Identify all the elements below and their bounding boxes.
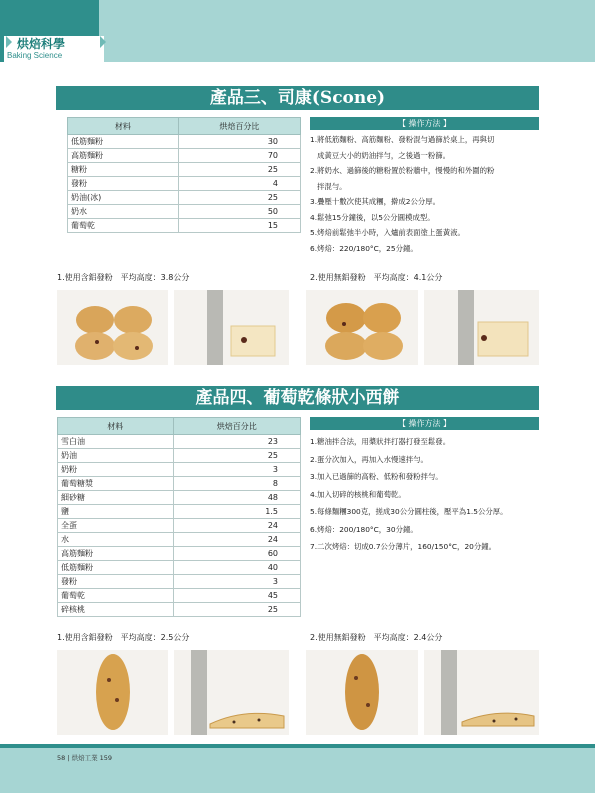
ingredient-name: 奶油 xyxy=(58,449,174,463)
ingredient-percent: 3 xyxy=(173,463,300,477)
ingredient-percent: 25 xyxy=(178,163,300,177)
ingredient-name: 雪白油 xyxy=(58,435,174,449)
biscotti-photo-aluminum xyxy=(57,650,168,735)
ingredient-percent: 24 xyxy=(173,533,300,547)
method-step: 2.蛋分次加入，再加入水慢速拌勻。 xyxy=(310,454,428,464)
ingredient-percent: 23 xyxy=(173,435,300,449)
ingredient-name: 奶水 xyxy=(68,205,179,219)
ingredient-name: 鹽 xyxy=(58,505,174,519)
method-step: 2.將奶水、過篩後的糖粉置於粉牆中，慢慢的和外圍的粉 xyxy=(310,166,495,175)
ingredient-name: 奶粉 xyxy=(58,463,174,477)
ingredient-percent: 25 xyxy=(173,449,300,463)
ingredient-percent: 45 xyxy=(173,589,300,603)
method-step: 4.鬆弛15分鐘後，以5公分圓模成型。 xyxy=(310,212,435,222)
ingredient-percent: 15 xyxy=(178,219,300,233)
table-row xyxy=(58,589,301,603)
method-step: 3.疊壓十數次使其成糰，擀成2公分厚。 xyxy=(310,197,441,206)
table-row xyxy=(68,177,301,191)
method-step: 5.每條麵糰300克，搓成30公分圓柱後，壓平為1.5公分厚。 xyxy=(310,507,508,516)
product4-caption-left: 1.使用含鋁發粉 平均高度：2.5公分 xyxy=(57,633,190,642)
table-row xyxy=(68,149,301,163)
ingredient-name: 葡萄糖漿 xyxy=(58,477,174,491)
table-row xyxy=(58,477,301,491)
table-row xyxy=(68,163,301,177)
ingredient-name: 發粉 xyxy=(68,177,179,191)
ingredient-percent: 1.5 xyxy=(173,505,300,519)
scone-cross-section-aluminum xyxy=(174,290,289,365)
ingredient-name: 低筋麵粉 xyxy=(58,561,174,575)
product3-method-title: 【 操作方法 】 xyxy=(310,117,539,130)
col-header-material: 材料 xyxy=(68,118,179,135)
table-row xyxy=(58,435,301,449)
ingredient-name: 碎核桃 xyxy=(58,603,174,617)
method-step: 1.將低筋麵粉、高筋麵粉、發粉混勻過篩於桌上，再與切 xyxy=(310,135,495,144)
chevron-right-icon xyxy=(6,36,12,48)
col-header-material: 材料 xyxy=(58,418,174,435)
table-row xyxy=(58,575,301,589)
ingredient-name: 高筋麵粉 xyxy=(58,547,174,561)
method-step: 拌混勻。 xyxy=(317,181,347,191)
table-row xyxy=(58,603,301,617)
ingredient-name: 全蛋 xyxy=(58,519,174,533)
method-step: 3.加入已過篩的高粉、低粉和發粉拌勻。 xyxy=(310,472,443,481)
ingredient-percent: 25 xyxy=(178,191,300,205)
ingredient-percent: 30 xyxy=(178,135,300,149)
table-row xyxy=(58,491,301,505)
method-step: 1.糖油拌合法，用槳狀拌打器打發至鬆發。 xyxy=(310,437,451,446)
table-row xyxy=(68,219,301,233)
footer-page-info: 58 | 烘焙工業 159 xyxy=(57,754,113,762)
ingredient-name: 葡萄乾 xyxy=(68,219,179,233)
table-row xyxy=(58,533,301,547)
scone-cross-section-aluminum-free xyxy=(424,290,539,365)
ingredient-percent: 60 xyxy=(173,547,300,561)
ingredient-percent: 3 xyxy=(173,575,300,589)
table-row xyxy=(58,561,301,575)
ingredient-name: 高筋麵粉 xyxy=(68,149,179,163)
product3-title: 產品三、司康(Scone) xyxy=(56,86,539,110)
table-row xyxy=(58,547,301,561)
table-row xyxy=(68,191,301,205)
chevron-right-icon xyxy=(100,36,106,48)
col-header-percent: 烘焙百分比 xyxy=(178,118,300,135)
table-header-row xyxy=(68,118,301,135)
table-row xyxy=(68,135,301,149)
table-row xyxy=(68,205,301,219)
method-step: 成黃豆大小的奶油拌勻，之後過一粉篩。 xyxy=(317,150,451,160)
table-header-row xyxy=(58,418,301,435)
product4-title: 產品四、葡萄乾條狀小西餅 xyxy=(56,386,539,410)
ingredient-percent: 4 xyxy=(178,177,300,191)
scone-photo-aluminum-free xyxy=(306,290,418,365)
product4-ingredients-table xyxy=(57,417,301,617)
product4-method-list xyxy=(310,433,542,556)
ingredient-percent: 8 xyxy=(173,477,300,491)
ingredient-percent: 70 xyxy=(178,149,300,163)
table-row xyxy=(58,519,301,533)
ingredient-percent: 50 xyxy=(178,205,300,219)
method-step: 7.二次烤焙：切成0.7公分薄片，160/150°C，20分鐘。 xyxy=(310,542,497,551)
method-step: 4.加入切碎的核桃和葡萄乾。 xyxy=(310,489,406,499)
section-title: 烘焙科學 xyxy=(17,37,66,51)
product3-method-list xyxy=(310,132,542,256)
biscotti-photo-aluminum-free xyxy=(306,650,418,735)
ingredient-name: 發粉 xyxy=(58,575,174,589)
product3-caption-right: 2.使用無鋁發粉 平均高度：4.1公分 xyxy=(310,273,443,282)
col-header-percent: 烘焙百分比 xyxy=(173,418,300,435)
ingredient-percent: 40 xyxy=(173,561,300,575)
ingredient-name: 糖粉 xyxy=(68,163,179,177)
scone-photo-aluminum xyxy=(57,290,168,365)
table-row xyxy=(58,463,301,477)
ingredient-name: 低筋麵粉 xyxy=(68,135,179,149)
table-row xyxy=(58,505,301,519)
ingredient-percent: 24 xyxy=(173,519,300,533)
ingredient-name: 葡萄乾 xyxy=(58,589,174,603)
method-step: 5.烤焙前鬆弛半小時，入爐前表面塗上蛋黃液。 xyxy=(310,228,465,237)
ingredient-percent: 25 xyxy=(173,603,300,617)
method-step: 6.烤焙：200/180°C，30分鐘。 xyxy=(310,524,418,534)
method-step: 6.烤焙：220/180°C，25分鐘。 xyxy=(310,243,418,253)
ingredient-name: 奶油(冰) xyxy=(68,191,179,205)
product4-method-title: 【 操作方法 】 xyxy=(310,417,539,430)
product4-caption-right: 2.使用無鋁發粉 平均高度：2.4公分 xyxy=(310,633,443,642)
biscotti-cross-section-aluminum xyxy=(174,650,289,735)
section-subtitle: Baking Science xyxy=(7,51,63,60)
biscotti-cross-section-aluminum-free xyxy=(424,650,539,735)
table-row xyxy=(58,449,301,463)
product3-caption-left: 1.使用含鋁發粉 平均高度：3.8公分 xyxy=(57,273,190,282)
ingredient-percent: 48 xyxy=(173,491,300,505)
ingredient-name: 細砂糖 xyxy=(58,491,174,505)
product3-ingredients-table xyxy=(67,117,301,233)
ingredient-name: 水 xyxy=(58,533,174,547)
